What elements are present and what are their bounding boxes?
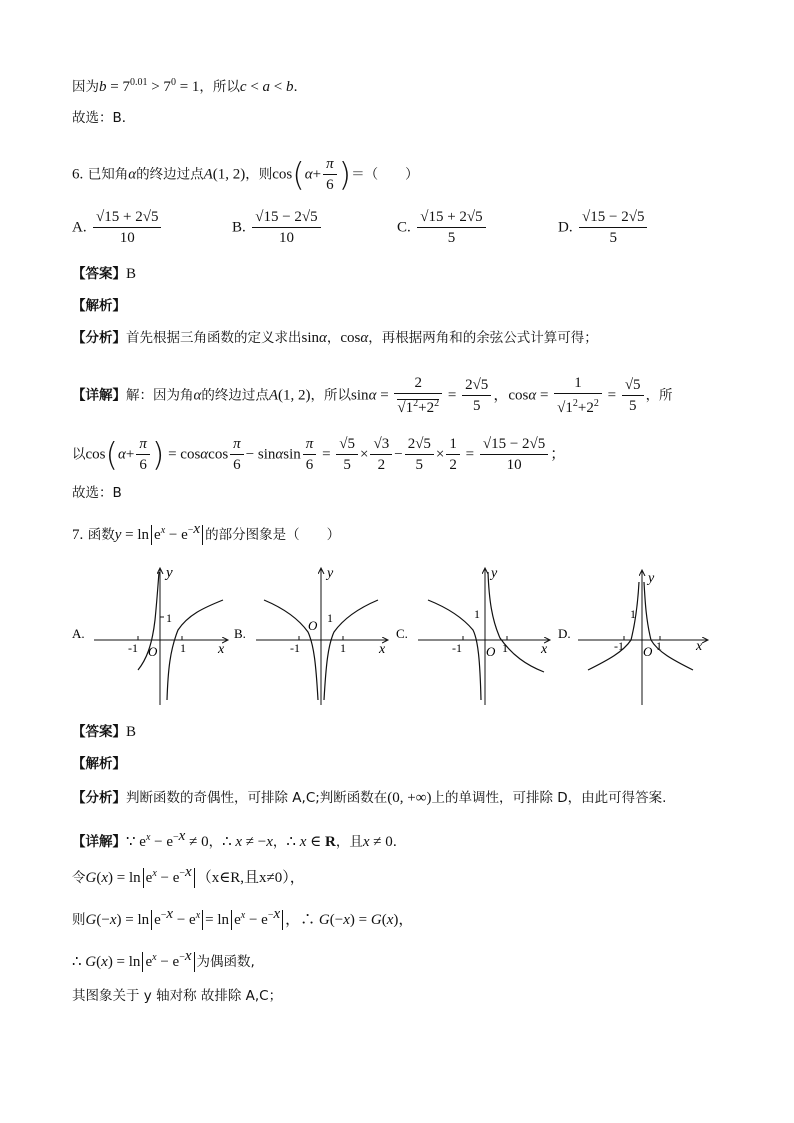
svg-text:y: y <box>327 566 334 581</box>
svg-text:1: 1 <box>502 641 508 655</box>
q7-detail-line1: 【详解】∵ $e^x - e^{-x} \ne 0$，∴ x ≠ −x，∴ x ∈ R，且x ≠ 0． <box>72 828 407 850</box>
svg-text:O: O <box>308 618 318 633</box>
svg-text:-1: -1 <box>452 641 462 655</box>
q6-options <box>72 208 722 256</box>
q6-analysis-label: 【解析】 <box>72 298 126 314</box>
svg-text:y: y <box>491 566 498 581</box>
graph-label-d: D. <box>558 626 571 641</box>
svg-text:O: O <box>643 644 653 659</box>
q6-option-a[interactable]: A. $\frac{√15 + 2√5}{10}$ <box>72 208 163 247</box>
svg-text:-1: -1 <box>128 641 138 655</box>
svg-text:x: x <box>696 639 703 654</box>
graph-label-a: A. <box>72 626 85 641</box>
q6-detail-line1: 【详解】解：因为角α的终边过点A(1, 2)，所以sinα = $\frac{2}{√1^2+2^2}$ = $\frac{2√5}{5}$ ，cosα = $\frac{1}{√1^2+2^2}$ = $\frac{√5}{5}$ ，所 <box>72 375 673 416</box>
q7-graphs <box>68 560 728 710</box>
question-6: 6. 已知角α的终边过点A(1, 2)，则cos(α+ $\frac{\pi}{6}$ )＝（ ） <box>72 155 419 194</box>
svg-text:O: O <box>148 644 158 659</box>
svg-text:x: x <box>379 642 386 657</box>
graph-label-b: B. <box>234 626 246 641</box>
graph-label-c: C. <box>396 626 408 641</box>
graph-a[interactable] <box>72 565 228 705</box>
svg-text:1: 1 <box>630 607 636 621</box>
q6-choose: 故选：B <box>72 485 122 501</box>
q7-detail-line4: ∴ $G(x) = \ln e^x - e^{-x}$ 为偶函数, <box>72 948 255 970</box>
graph-d[interactable] <box>558 570 708 705</box>
svg-text:1: 1 <box>180 641 186 655</box>
line-b-comparison: 因为$b = 7^{0.01} > 7^0 = 1$，所以c < a < b． <box>72 77 308 95</box>
q6-fenxi: 【分析】首先根据三角函数的定义求出sinα，cosα，再根据两角和的余弦公式计算可得； <box>72 330 598 346</box>
svg-text:y: y <box>648 571 655 586</box>
svg-text:-1: -1 <box>614 639 624 653</box>
graph-b[interactable] <box>234 566 388 705</box>
svg-text:1: 1 <box>474 607 480 621</box>
svg-text:O: O <box>486 644 496 659</box>
svg-text:x: x <box>541 642 548 657</box>
q6-answer: 【答案】B <box>72 266 137 282</box>
svg-text:-1: -1 <box>290 641 300 655</box>
svg-text:1: 1 <box>166 611 172 625</box>
q7-answer: 【答案】B <box>72 724 137 740</box>
svg-text:1: 1 <box>656 639 662 653</box>
q6-option-c[interactable]: C. $\frac{√15 + 2√5}{5}$ <box>397 208 488 247</box>
q7-detail-line5: 其图象关于 y 轴对称 故排除 A,C； <box>72 988 283 1004</box>
q6-detail-line2: 以cos(α+ $\frac{\pi}{6}$ ) = cosαcos $\frac{\pi}{6}$ − sinαsin $\frac{\pi}{6}$ = $\frac{√5}{5}$ × $\frac{√3}{2}$ − $\frac{2√5}{5}$ × $\frac{1}{2}$ = $\frac{√15 - 2√5}{10}$ ； <box>72 435 566 474</box>
svg-text:1: 1 <box>327 611 333 625</box>
q7-fenxi: 【分析】判断函数的奇偶性，可排除 A,C;判断函数在(0, +∞)上的单调性，可排除 D，由此可得答案. <box>72 790 667 806</box>
svg-text:1: 1 <box>340 641 346 655</box>
q7-analysis-label: 【解析】 <box>72 756 126 772</box>
q6-option-d[interactable]: D. $\frac{√15 - 2√5}{5}$ <box>558 208 649 247</box>
svg-text:y: y <box>166 565 173 581</box>
q7-detail-line2: 令$G(x) = \ln e^x - e^{-x}$ （x∈R,且x≠0）， <box>72 864 305 886</box>
choose-line-q5: 故选：B． <box>72 110 136 126</box>
question-7: 7. 函数$y = \ln e^x - e^{-x}$ 的部分图象是（ ） <box>72 521 341 543</box>
q7-detail-line3: 则$G(-x) = \ln e^{-x} - e^x = \ln e^x - e^{-x}$ ，∴ G(−x) = G(x)， <box>72 906 414 928</box>
q6-option-b[interactable]: B. $\frac{√15 - 2√5}{10}$ <box>232 208 323 247</box>
svg-text:x: x <box>218 642 225 657</box>
graph-c[interactable] <box>396 566 550 705</box>
